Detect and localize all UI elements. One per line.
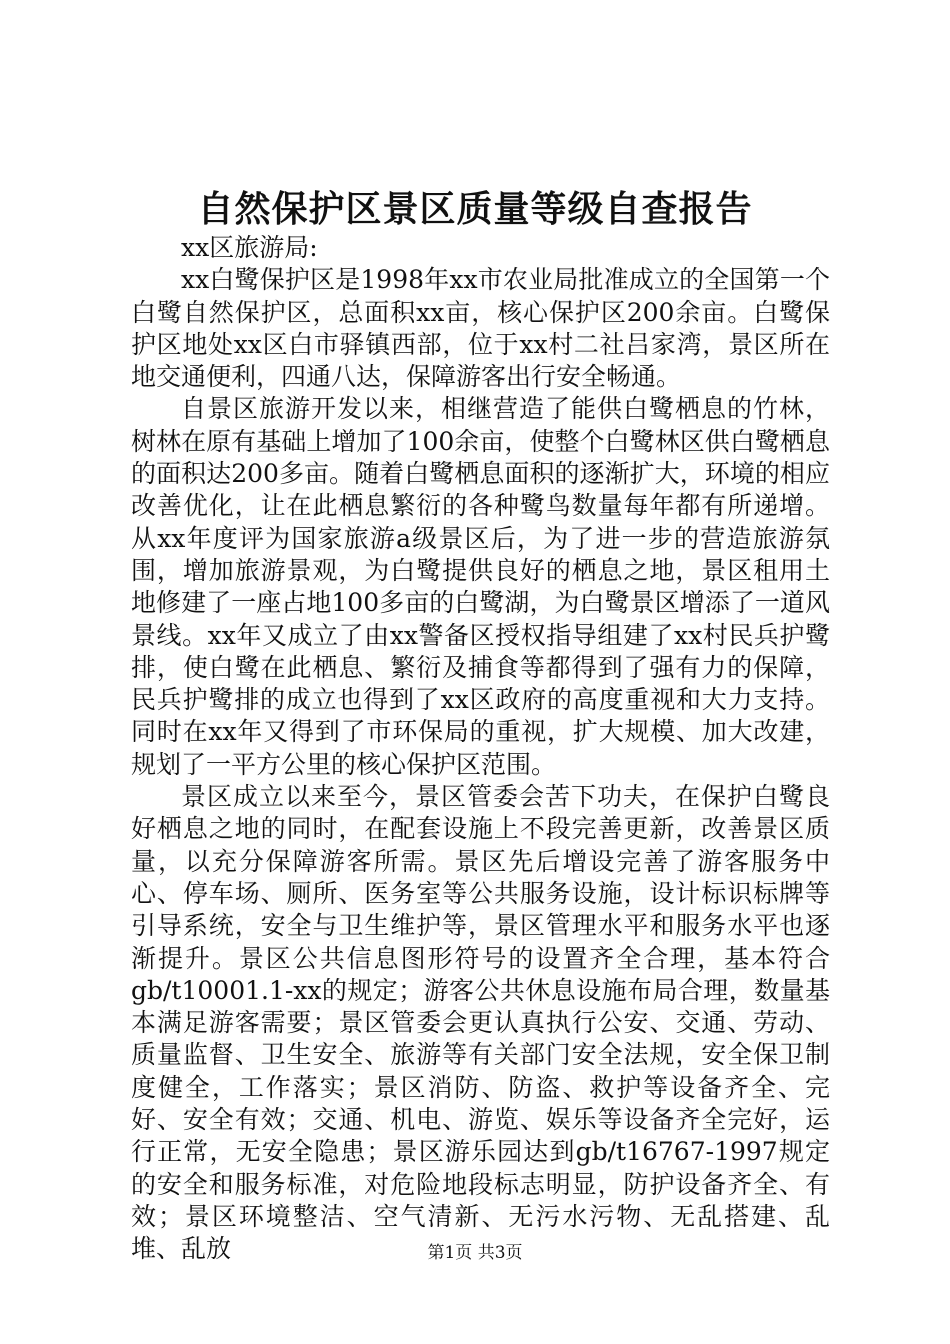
paragraph-facilities: 景区成立以来至今，景区管委会苦下功夫，在保护白鹭良好栖息之地的同时，在配套设施上不段完善更新，改善景区质量，以充分保障游客所需。景区先后增设完善了游客服务中心、停车场、厕所、医务室等公共服务设施，设计标识标牌等引导系统，安全与卫生维护等，景区管理水平和服务水平也逐渐提升。景区公共信息图形符号的设置齐全合理，基本符合gb/t10001.1-xx的规定；游客公共休息设施布局合理，数量基本满足游客需要；景区管委会更认真执行公安、交通、劳动、质量监督、卫生安全、旅游等有关部门安全法规，安全保卫制度健全，工作落实；景区消防、防盗、救护等设备齐全、完好、安全有效；交通、机电、游览、娱乐等设备齐全完好，运行正常，无安全隐患；景区游乐园达到gb/t16767-1997规定的安全和服务标准，对危险地段标志明显，防护设备齐全、有效；景区环境整洁、空气清新、无污水污物、无乱搭建、乱堆、乱放	[131, 782, 830, 1264]
paragraph-development: 自景区旅游开发以来，相继营造了能供白鹭栖息的竹林，树林在原有基础上增加了100余亩，使整个白鹭林区供白鹭栖息的面积达200多亩。随着白鹭栖息面积的逐渐扩大，环境的相应改善优化，让在此栖息繁衍的各种鹭鸟数量每年都有所递增。从xx年度评为国家旅游a级景区后，为了进一步的营造旅游氛围，增加旅游景观，为白鹭提供良好的栖息之地，景区租用土地修建了一座占地100多亩的白鹭湖，为白鹭景区增添了一道风景线。xx年又成立了由xx警备区授权指导组建了xx村民兵护鹭排，使白鹭在此栖息、繁衍及捕食等都得到了强有力的保障，民兵护鹭排的成立也得到了xx区政府的高度重视和大力支持。同时在xx年又得到了市环保局的重视，扩大规模、加大改建，规划了一平方公里的核心保护区范围。	[131, 394, 830, 779]
document-body	[131, 232, 830, 1266]
salutation: xx区旅游局:	[181, 233, 318, 262]
page-number-footer: 第1页 共3页	[427, 1243, 523, 1263]
paragraph-location: xx白鹭保护区是1998年xx市农业局批准成立的全国第一个白鹭自然保护区，总面积xx亩，核心保护区200余亩。白鹭保护区地处xx区白市驿镇西部，位于xx村二社吕家湾，景区所在地交通便利，四通八达，保障游客出行安全畅通。	[131, 265, 830, 392]
document-title: 自然保护区景区质量等级自查报告	[197, 188, 753, 230]
